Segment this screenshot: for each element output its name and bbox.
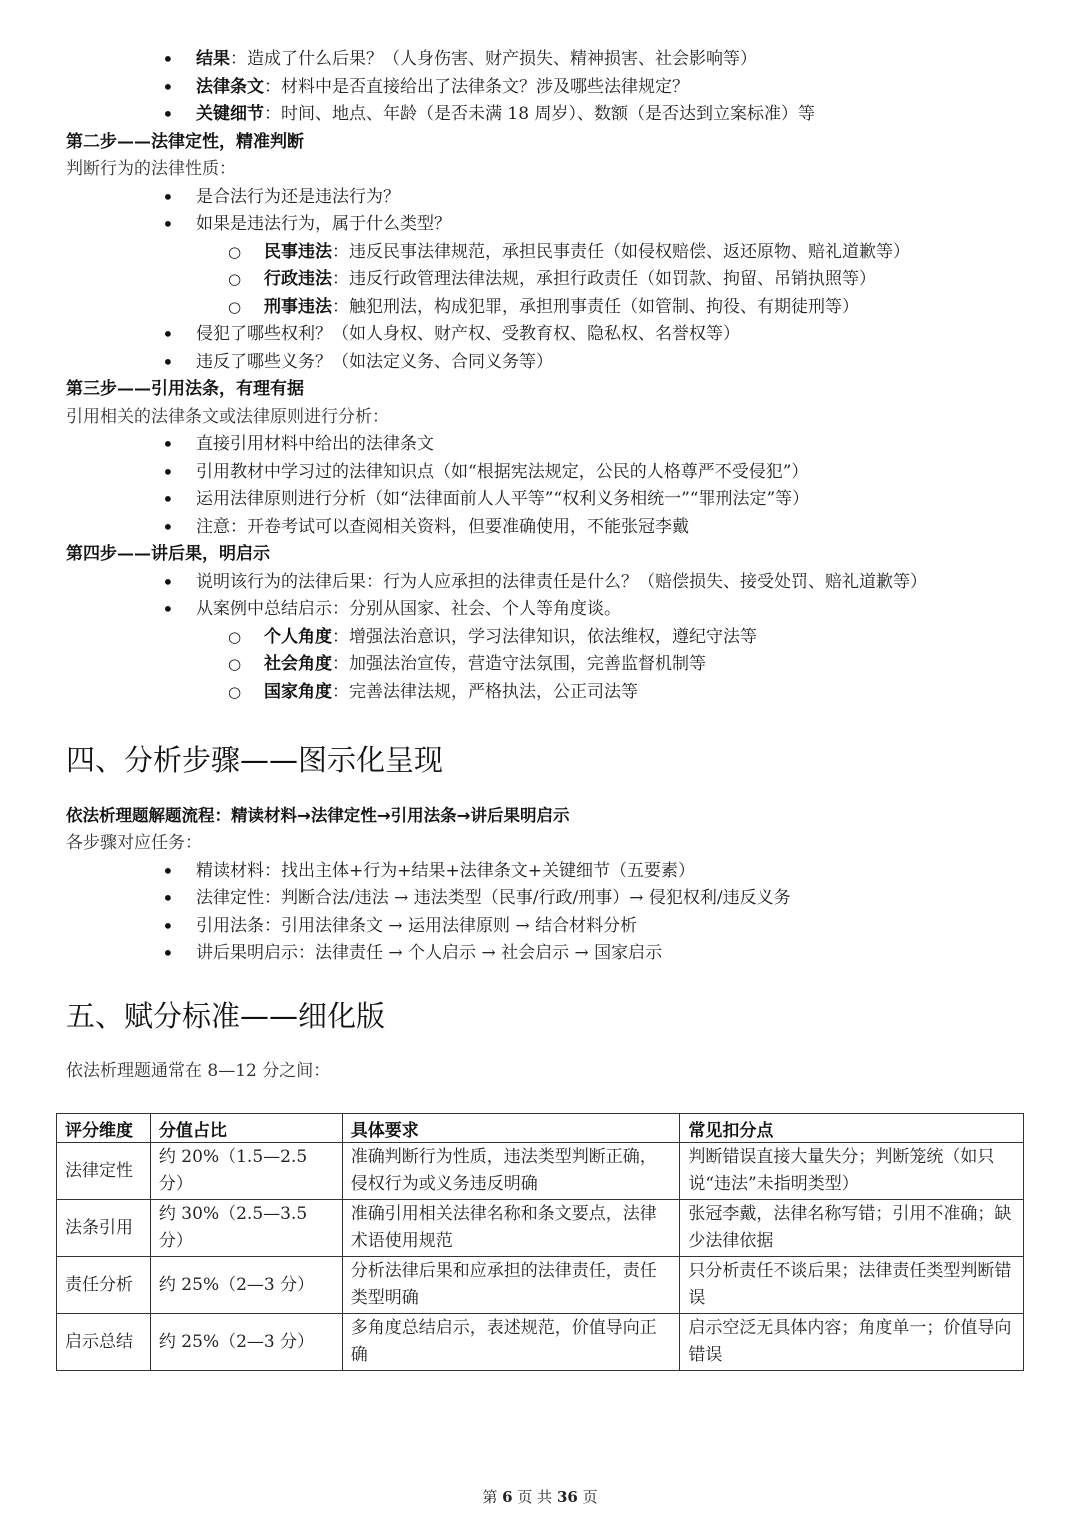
list-item: • 结果：造成了什么后果？（人身伤害、财产损失、精神损害、社会影响等） xyxy=(66,46,1040,74)
table-row xyxy=(57,1143,1024,1200)
section5-intro: 依法析理题通常在 8—12 分之间： xyxy=(66,1061,331,1081)
list-item: • 法律定性：判断合法/违法 → 违法类型（民事/行政/刑事）→ 侵犯权利/违反义务 xyxy=(66,885,1040,913)
footer-prefix: 第 xyxy=(482,1488,498,1506)
table-cell: 分析法律后果和应承担的法律责任，责任类型明确 xyxy=(342,1257,680,1314)
step3-intro: 引用相关的法律条文或法律原则进行分析： xyxy=(66,406,389,427)
table-cell: 判断错误直接大量失分；判断笼统（如只说“违法”未指明类型） xyxy=(680,1143,1024,1200)
section4-block xyxy=(66,830,1040,968)
page-footer xyxy=(0,1486,1080,1507)
sub-list-item: ○ 个人角度：增强法治意识，学习法律知识，依法维权，遵纪守法等 xyxy=(66,624,1040,652)
page-total: 36 xyxy=(556,1488,578,1506)
list-item: • 如果是违法行为，属于什么类型？ xyxy=(66,211,1040,239)
section4-heading: 四、分析步骤——图示化呈现 xyxy=(66,743,444,777)
section5-intro-block xyxy=(66,1058,1040,1086)
sub-list-item: ○ 民事违法：违反民事法律规范，承担民事责任（如侵权赔偿、返还原物、赔礼道歉等） xyxy=(66,239,1040,267)
page-number: 6 xyxy=(502,1488,513,1506)
table-cell: 张冠李戴，法律名称写错；引用不准确；缺少法律依据 xyxy=(680,1200,1024,1257)
table-row xyxy=(57,1257,1024,1314)
flow-line: 依法析理题解题流程：精读材料→法律定性→引用法条→讲后果明启示 xyxy=(66,806,570,825)
list-item: • 违反了哪些义务？（如法定义务、合同义务等） xyxy=(66,349,1040,377)
table-cell: 准确判断行为性质，违法类型判断正确，侵权行为或义务违反明确 xyxy=(342,1143,680,1200)
step4-title: 第四步——讲后果，明启示 xyxy=(66,544,270,564)
table-row xyxy=(57,1200,1024,1257)
footer-suffix: 页 xyxy=(582,1488,598,1506)
analysis-steps-block xyxy=(66,46,1040,706)
list-item: • 引用法条：引用法律条文 → 运用法律原则 → 结合材料分析 xyxy=(66,913,1040,941)
list-item: • 关键细节：时间、地点、年龄（是否未满 18 周岁）、数额（是否达到立案标准）等 xyxy=(66,101,1040,129)
list-item: • 侵犯了哪些权利？（如人身权、财产权、受教育权、隐私权、名誉权等） xyxy=(66,321,1040,349)
table-cell: 法律定性 xyxy=(57,1143,151,1200)
scoring-table xyxy=(56,1113,1024,1371)
step3-title: 第三步——引用法条，有理有据 xyxy=(66,379,304,399)
table-cell: 约 20%（1.5—2.5 分） xyxy=(150,1143,342,1200)
step2-title: 第二步——法律定性，精准判断 xyxy=(66,131,304,152)
table-header-cell: 评分维度 xyxy=(57,1114,151,1143)
table-cell: 启示空泛无具体内容；角度单一；价值导向错误 xyxy=(680,1314,1024,1371)
list-item: • 从案例中总结启示：分别从国家、社会、个人等角度谈。 xyxy=(66,596,1040,624)
sub-list-item: ○ 社会角度：加强法治宣传，营造守法氛围，完善监督机制等 xyxy=(66,651,1040,679)
list-item: • 直接引用材料中给出的法律条文 xyxy=(66,431,1040,459)
table-cell: 约 25%（2—3 分） xyxy=(150,1257,342,1314)
sub-list-item: ○ 行政违法：违反行政管理法律法规，承担行政责任（如罚款、拘留、吊销执照等） xyxy=(66,266,1040,294)
table-cell: 法条引用 xyxy=(57,1200,151,1257)
table-cell: 约 25%（2—3 分） xyxy=(150,1314,342,1371)
section4-intro: 各步骤对应任务： xyxy=(66,833,202,853)
table-header-row xyxy=(57,1114,1024,1143)
list-item: • 法律条文：材料中是否直接给出了法律条文？涉及哪些法律规定？ xyxy=(66,74,1040,102)
table-row xyxy=(57,1314,1024,1371)
table-cell: 多角度总结启示，表述规范，价值导向正确 xyxy=(342,1314,680,1371)
table-cell: 责任分析 xyxy=(57,1257,151,1314)
table-header-cell: 常见扣分点 xyxy=(680,1114,1024,1143)
list-item: • 引用教材中学习过的法律知识点（如“根据宪法规定，公民的人格尊严不受侵犯”） xyxy=(66,459,1040,487)
sub-list-item: ○ 刑事违法：触犯刑法，构成犯罪，承担刑事责任（如管制、拘役、有期徒刑等） xyxy=(66,294,1040,322)
table-cell: 启示总结 xyxy=(57,1314,151,1371)
table-header-cell: 具体要求 xyxy=(342,1114,680,1143)
section5-heading: 五、赋分标准——细化版 xyxy=(66,999,386,1033)
table-cell: 准确引用相关法律名称和条文要点，法律术语使用规范 xyxy=(342,1200,680,1257)
table-cell: 只分析责任不谈后果；法律责任类型判断错误 xyxy=(680,1257,1024,1314)
list-item: • 讲后果明启示：法律责任 → 个人启示 → 社会启示 → 国家启示 xyxy=(66,940,1040,968)
table-cell: 约 30%（2.5—3.5 分） xyxy=(150,1200,342,1257)
list-item: • 注意：开卷考试可以查阅相关资料，但要准确使用，不能张冠李戴 xyxy=(66,514,1040,542)
list-item: • 运用法律原则进行分析（如“法律面前人人平等”“权利义务相统一”“罪刑法定”等） xyxy=(66,486,1040,514)
sub-list-item: ○ 国家角度：完善法律法规，严格执法，公正司法等 xyxy=(66,679,1040,707)
step2-intro: 判断行为的法律性质： xyxy=(66,159,236,179)
list-item: • 精读材料：找出主体+行为+结果+法律条文+关键细节（五要素） xyxy=(66,858,1040,886)
list-item: • 说明该行为的法律后果：行为人应承担的法律责任是什么？（赔偿损失、接受处罚、赔礼道歉等） xyxy=(66,569,1040,597)
footer-middle: 页 共 xyxy=(517,1488,553,1506)
list-item: • 是合法行为还是违法行为？ xyxy=(66,184,1040,212)
table-header-cell: 分值占比 xyxy=(150,1114,342,1143)
